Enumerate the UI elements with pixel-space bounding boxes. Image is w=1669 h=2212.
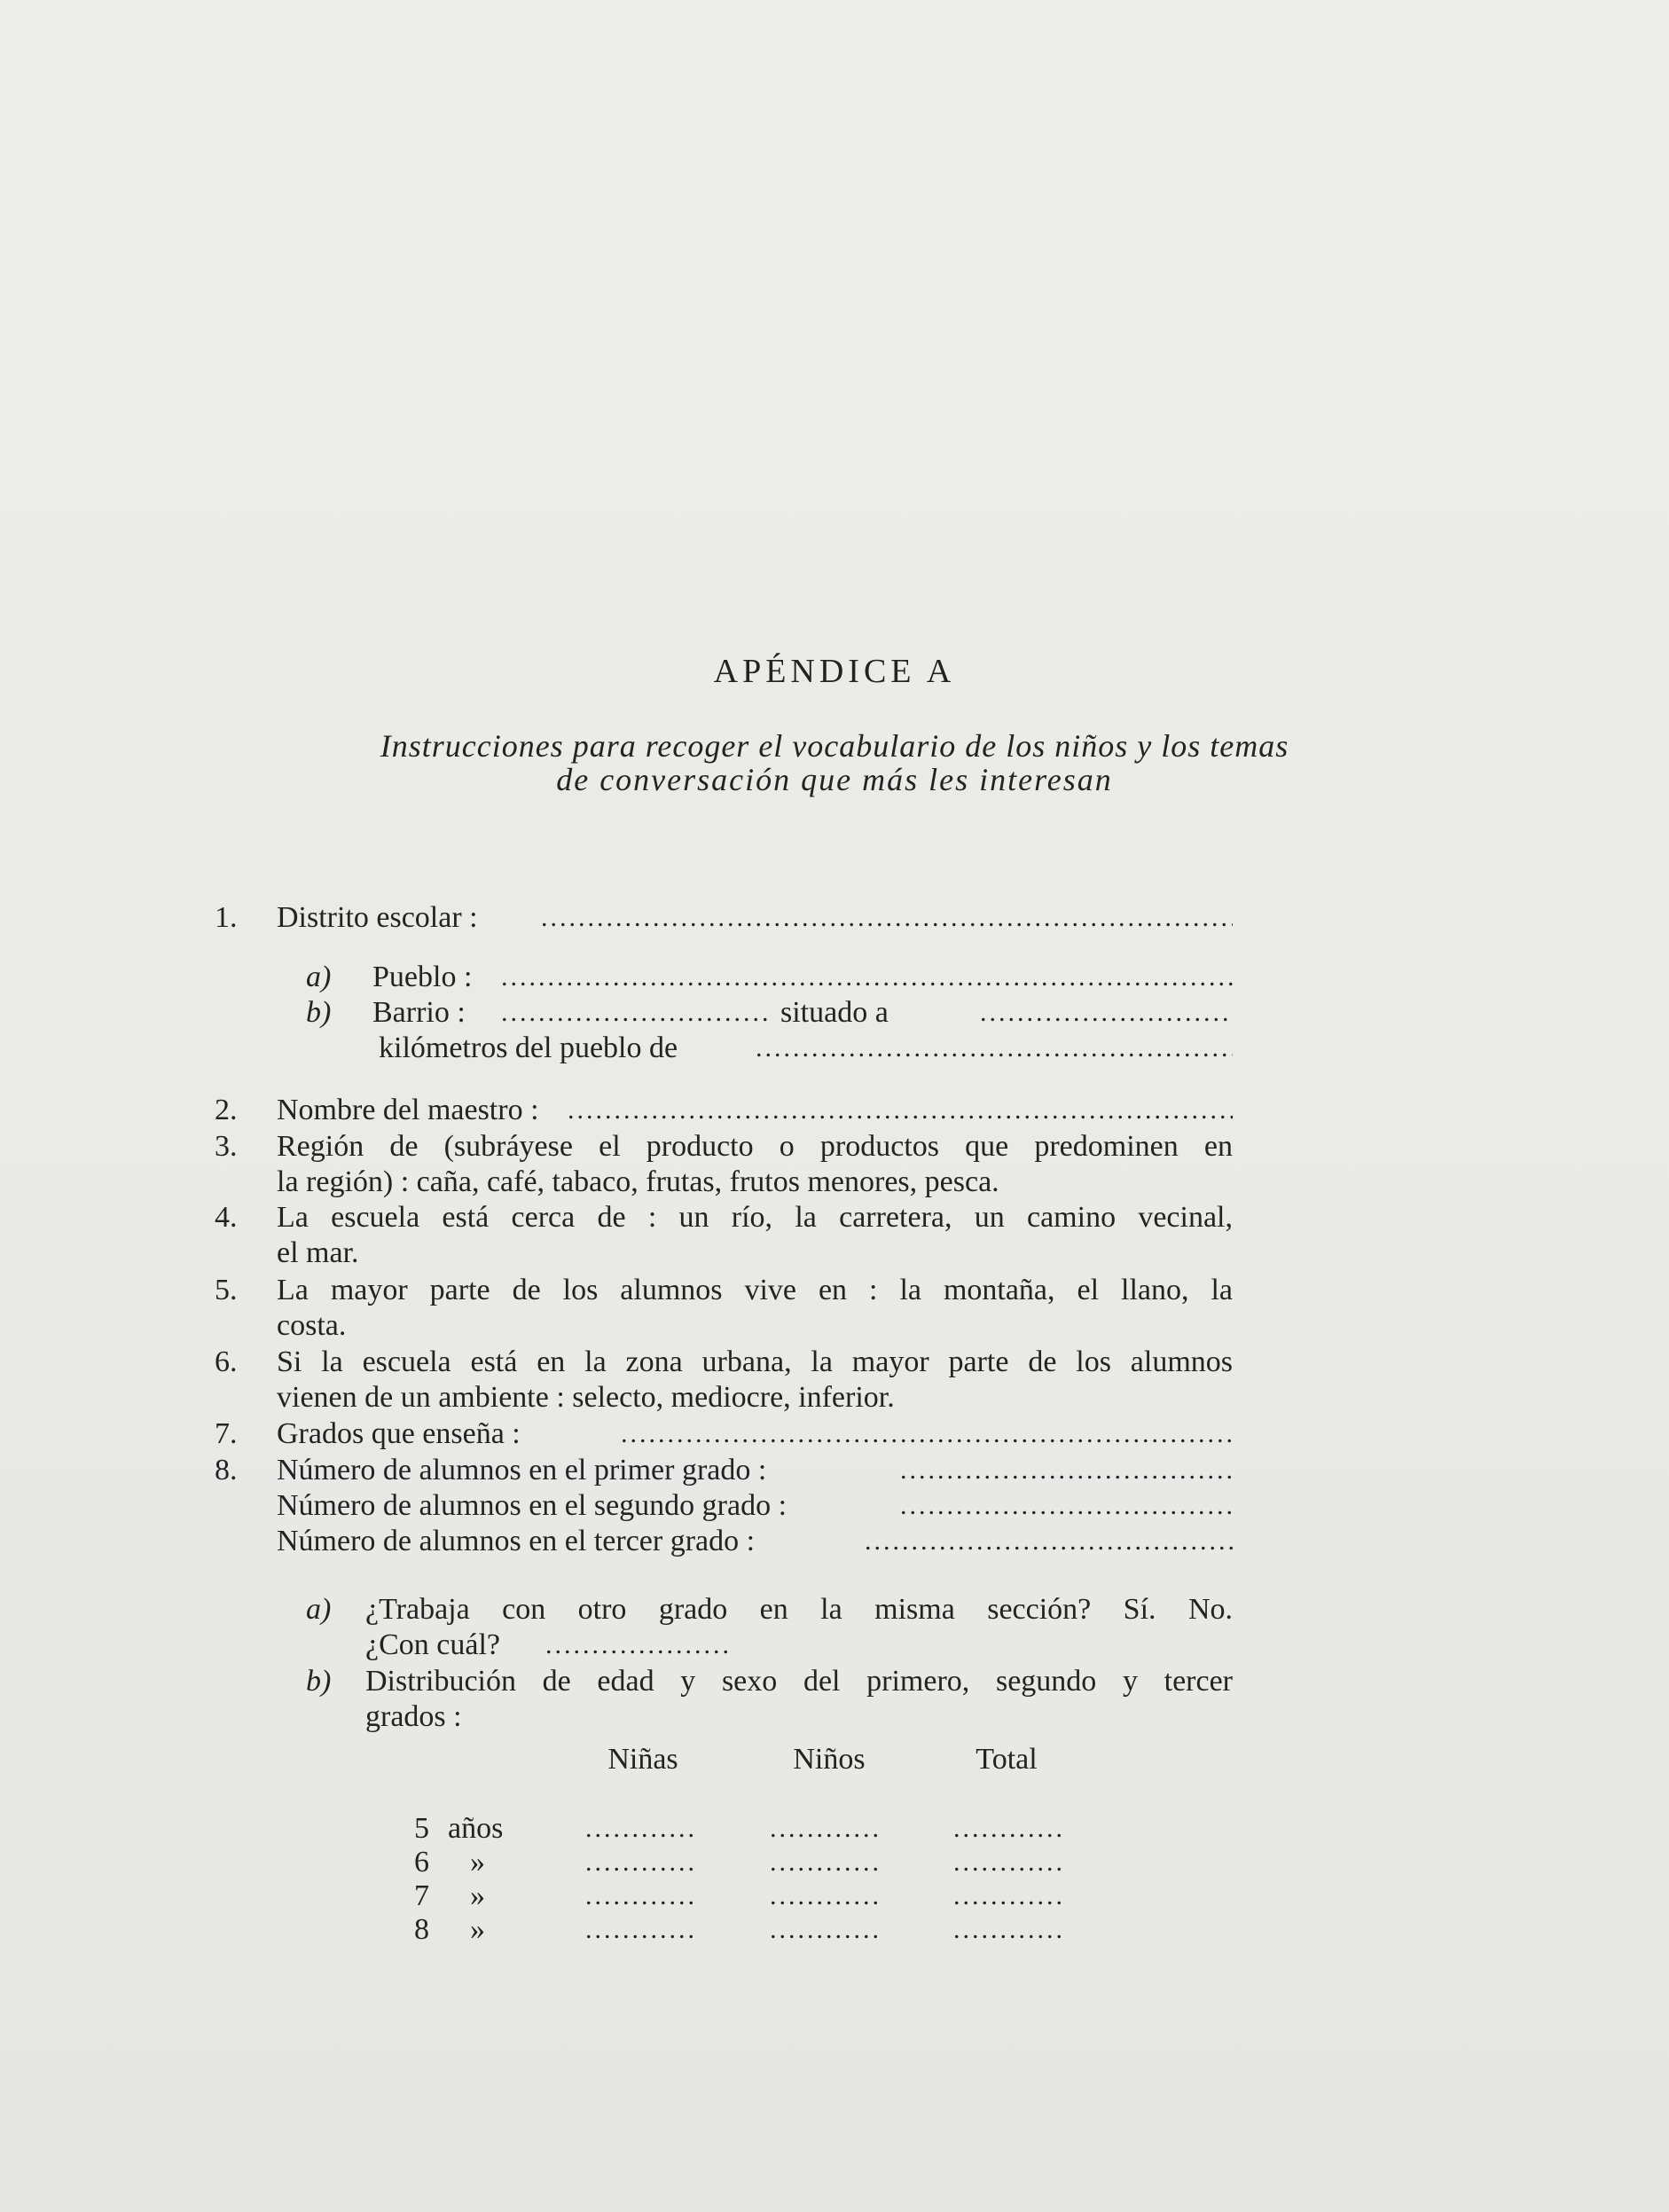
item-1-fill-line[interactable] bbox=[541, 900, 1233, 936]
item-8-fill-line-1[interactable] bbox=[900, 1453, 1233, 1488]
item-6-line-2: vienen de un ambiente : selecto, mediocre, inferior. bbox=[277, 1381, 895, 1414]
age-6-value: 6 bbox=[414, 1846, 429, 1879]
item-8-line-2: Número de alumnos en el segundo grado : bbox=[277, 1489, 787, 1522]
item-8-fill-line-2[interactable] bbox=[900, 1488, 1233, 1524]
item-1a-label: Pueblo : bbox=[372, 961, 473, 993]
item-3-line-1: Región de (subráyese el producto o productos que predominen en bbox=[277, 1130, 1233, 1163]
item-2-fill-line[interactable] bbox=[568, 1093, 1233, 1128]
item-8a-fill-line[interactable] bbox=[545, 1628, 732, 1663]
age-8-total-field[interactable] bbox=[953, 1912, 1064, 1948]
age-7-ninos-field[interactable] bbox=[770, 1879, 881, 1914]
item-8b-line-2: grados : bbox=[365, 1700, 462, 1733]
age-5-total-field[interactable] bbox=[953, 1811, 1064, 1847]
item-8-number: 8. bbox=[215, 1454, 238, 1486]
item-6-number: 6. bbox=[215, 1345, 238, 1378]
item-8a-line-1: ¿Trabaja con otro grado en la misma sección? Sí. No. bbox=[365, 1593, 1233, 1626]
age-7-value: 7 bbox=[414, 1879, 429, 1912]
age-7-total-field[interactable] bbox=[953, 1879, 1064, 1914]
item-3-line-2: la región) : caña, café, tabaco, frutas, frutos menores, pesca. bbox=[277, 1165, 999, 1198]
item-7-label: Grados que enseña : bbox=[277, 1417, 521, 1450]
age-5-value: 5 bbox=[414, 1812, 429, 1845]
age-6-total-field[interactable] bbox=[953, 1845, 1064, 1880]
item-1a-fill-line[interactable] bbox=[501, 960, 1233, 995]
age-7-unit: » bbox=[470, 1879, 485, 1912]
age-5-ninos-field[interactable] bbox=[770, 1811, 881, 1847]
item-1b-fill-line-2[interactable] bbox=[980, 995, 1233, 1031]
item-1b-fill-line-3[interactable] bbox=[756, 1031, 1233, 1066]
item-2-number: 2. bbox=[215, 1094, 238, 1126]
item-8-line-3: Número de alumnos en el tercer grado : bbox=[277, 1525, 756, 1557]
item-7-number: 7. bbox=[215, 1417, 238, 1450]
subtitle-line-2: de conversación que más les interesan bbox=[556, 762, 1113, 797]
item-2-label: Nombre del maestro : bbox=[277, 1094, 539, 1126]
item-4-number: 4. bbox=[215, 1201, 238, 1234]
item-1b-mid-label: situado a bbox=[780, 996, 889, 1029]
age-6-unit: » bbox=[470, 1846, 485, 1879]
age-8-unit: » bbox=[470, 1913, 485, 1946]
item-4-line-2: el mar. bbox=[277, 1236, 359, 1269]
item-8b-letter: b) bbox=[306, 1665, 332, 1698]
item-1b-letter: b) bbox=[306, 996, 332, 1029]
item-1-label: Distrito escolar : bbox=[277, 901, 478, 934]
item-1b-fill-line-1[interactable] bbox=[501, 995, 767, 1031]
item-1b-label: Barrio : bbox=[372, 996, 466, 1029]
item-8b-line-1: Distribución de edad y sexo del primero, segundo y tercer bbox=[365, 1665, 1233, 1698]
subtitle-line-1: Instrucciones para recoger el vocabulario de los niños y los temas bbox=[380, 728, 1289, 764]
item-5-line-1: La mayor parte de los alumnos vive en : la montaña, el llano, la bbox=[277, 1274, 1233, 1306]
item-7-fill-line[interactable] bbox=[621, 1416, 1233, 1452]
item-1b-line-2: kilómetros del pueblo de bbox=[379, 1031, 678, 1064]
item-1a-letter: a) bbox=[306, 961, 332, 993]
age-8-ninos-field[interactable] bbox=[770, 1912, 881, 1948]
age-6-ninos-field[interactable] bbox=[770, 1845, 881, 1880]
item-4-line-1: La escuela está cerca de : un río, la carretera, un camino vecinal, bbox=[277, 1201, 1233, 1234]
item-5-line-2: costa. bbox=[277, 1309, 347, 1342]
item-6-line-1: Si la escuela está en la zona urbana, la mayor parte de los alumnos bbox=[277, 1345, 1233, 1378]
item-8a-letter: a) bbox=[306, 1593, 332, 1626]
column-header-ninos: Niños bbox=[793, 1743, 866, 1776]
item-8a-line-2: ¿Con cuál? bbox=[365, 1628, 500, 1661]
item-3-number: 3. bbox=[215, 1130, 238, 1163]
age-8-value: 8 bbox=[414, 1913, 429, 1946]
appendix-title: APÉNDICE A bbox=[713, 653, 956, 690]
age-5-unit: años bbox=[448, 1812, 504, 1845]
age-7-ninas-field[interactable] bbox=[585, 1879, 696, 1914]
item-5-number: 5. bbox=[215, 1274, 238, 1306]
item-1-number: 1. bbox=[215, 901, 238, 934]
age-6-ninas-field[interactable] bbox=[585, 1845, 696, 1880]
item-8-fill-line-3[interactable] bbox=[865, 1524, 1233, 1559]
column-header-total: Total bbox=[976, 1743, 1038, 1776]
item-8-line-1: Número de alumnos en el primer grado : bbox=[277, 1454, 767, 1486]
age-8-ninas-field[interactable] bbox=[585, 1912, 696, 1948]
column-header-ninas: Niñas bbox=[607, 1743, 678, 1776]
age-5-ninas-field[interactable] bbox=[585, 1811, 696, 1847]
